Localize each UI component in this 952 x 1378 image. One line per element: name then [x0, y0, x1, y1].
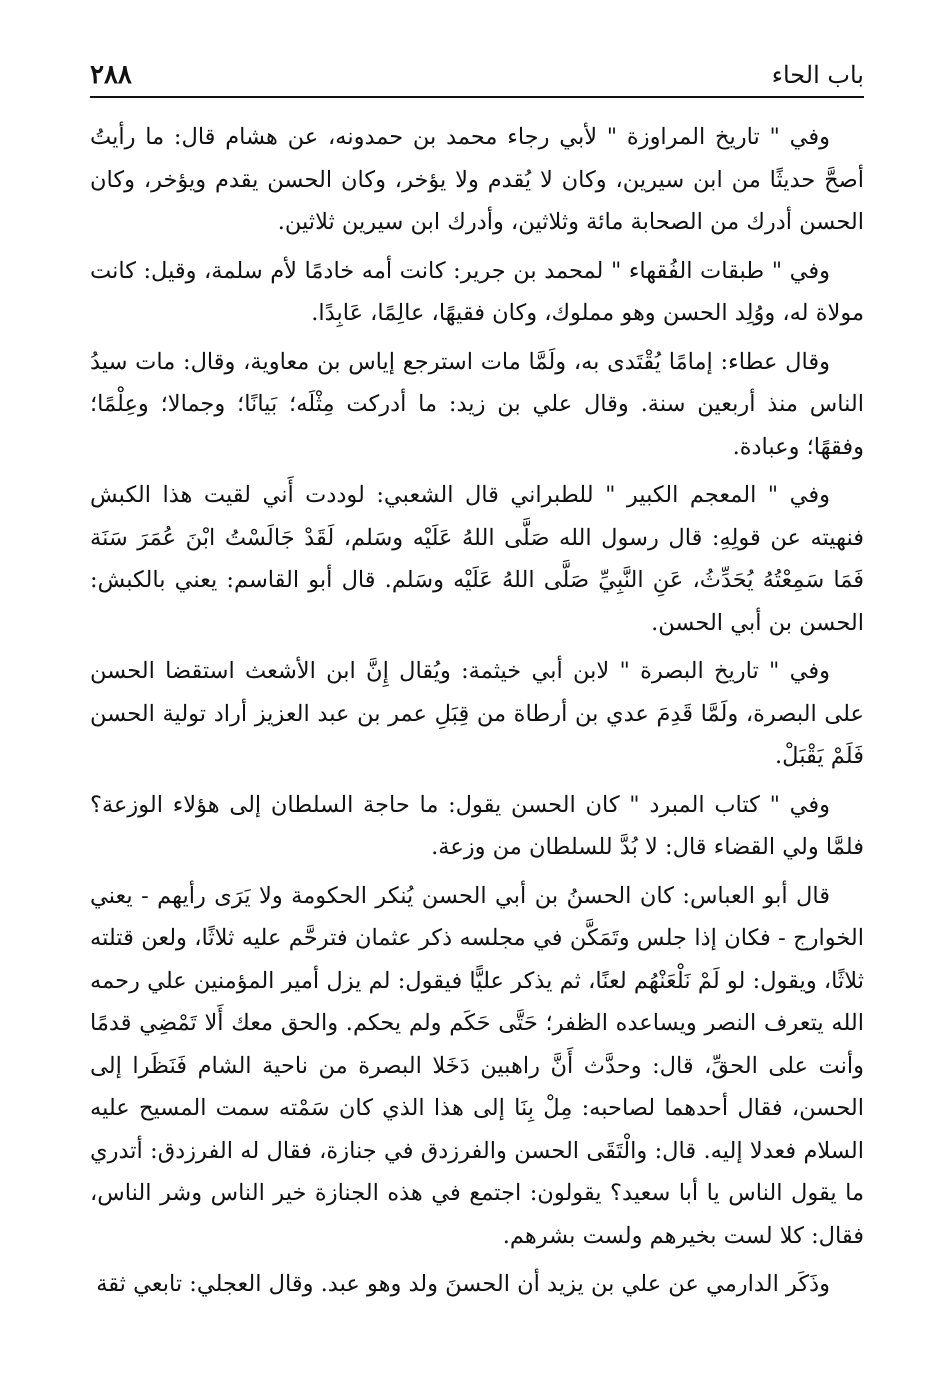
paragraph-basra-history: وفي " تاريخ البصرة " لابن أبي خيثمة: ويُقال إِنَّ ابن الأشعث استقضا الحسن على البصرة، ولَمَّا قَدِمَ عدي بن أرطاة من قِبَلِ عمر بن عبد العزيز أراد تولية الحسن فَلَمْ يَقْبَلْ.: [90, 658, 864, 769]
paragraph-maraweza-history: وفي " تاريخ المراوزة " لأبي رجاء محمد بن حمدونه، عن هشام قال: ما رأيتُ أصحَّ حديثًا من ابن سيرين، وكان لا يُقدم ولا يؤخر، وكان الحسن يقدم ويؤخر، وكان الحسن أدرك من الصحابة مائة وثلاثين، وأدرك ابن سيرين ثلاثين.: [90, 124, 864, 235]
paragraph-mubarrad-book: وفي " كتاب المبرد " كان الحسن يقول: ما حاجة السلطان إلى هؤلاء الوزعة؟ فلمَّا ولي القضاء قال: لا بُدَّ للسلطان من وزعة.: [90, 791, 864, 860]
page-header: [90, 60, 864, 94]
page-number: ٢٨٨: [90, 60, 132, 90]
page-body: [90, 116, 864, 1306]
paragraph-ata-saying: وقال عطاء: إمامًا يُقْتَدى به، ولَمَّا مات استرجع إياس بن معاوية، وقال: مات سيدُ الناس منذ أربعين سنة. وقال علي بن زيد: ما أدركت مِثْلَه؛ بَيانًا؛ وجمالا؛ وعِلْمًا؛ وفقهًا؛ وعبادة.: [90, 348, 864, 460]
chapter-title: باب الحاء: [771, 61, 864, 89]
header-divider: [90, 96, 864, 98]
paragraph-darimi: وذَكَر الدارمي عن علي بن يزيد أن الحسنَ ولد وهو عبد. وقال العجلي: تابعي ثقة: [96, 1271, 830, 1297]
paragraph-mujam-kabir: وفي " المعجم الكبير " للطبراني قال الشعبي: لوددت أَني لقيت هذا الكبش فنهيته عن قولِهِ: قال رسول الله صَلَّى اللهُ عَلَيْه وسَلم، لَقَدْ جَالَسْتُ ابْنَ عُمَرَ سَنَة فَمَا سَمِعْتُهُ يُحَدِّثُ، عَنِ النَّبِيِّ صَلَّى اللهُ عَلَيْه وسَلم. قال أبو القاسم: يعني بالكبش: الحسن بن أبي الحسن.: [90, 482, 864, 636]
paragraph-abu-abbas: قال أبو العباس: كان الحسنُ بن أبي الحسن يُنكر الحكومة ولا يَرَى رأيهم - يعني الخوارج - فكان إذا جلس وتَمَكَّن في مجلسه ذكر عثمان فترحَّم عليه ثلاثًا، ولعن قتلته ثلاثًا، ويقول: لو لَمْ نَلْعَنْهُم لعنًا، ثم يذكر عليًّا فيقول: لم يزل أمير المؤمنين علي رحمه الله يتعرف النصر ويساعده الظفر؛ حَتَّى حَكَم ولم يحكم. والحق معك أَلا تَمْضِي قدمًا وأنت على الحقِّ، قال: وحدَّث أَنَّ راهبين دَخَلا البصرة من ناحية الشام فَنَظَرا إلى الحسن، فقال أحدهما لصاحبه: مِلْ بِنَا إلى هذا الذي كان سَمْته سمت المسيح عليه السلام فعدلا إليه. قال: والْتَقَى الحسن والفرزدق في جنازة، فقال له الفرزدق: أتدري ما يقول الناس يا أبا سعيد؟ يقولون: اجتمع في هذه الجنازة خير الناس وشر الناس، فقال: كلا لست بخيرهم ولست بشرهم.: [90, 882, 864, 1249]
paragraph-fuqaha-classes: وفي " طبقات الفُقهاء " لمحمد بن جرير: كانت أمه خادمًا لأم سلمة، وقيل: كانت مولاة له، ووُلِد الحسن وهو مملوك، وكان فقيهًا، عالِمًا، عَابِدًا.: [90, 257, 864, 326]
